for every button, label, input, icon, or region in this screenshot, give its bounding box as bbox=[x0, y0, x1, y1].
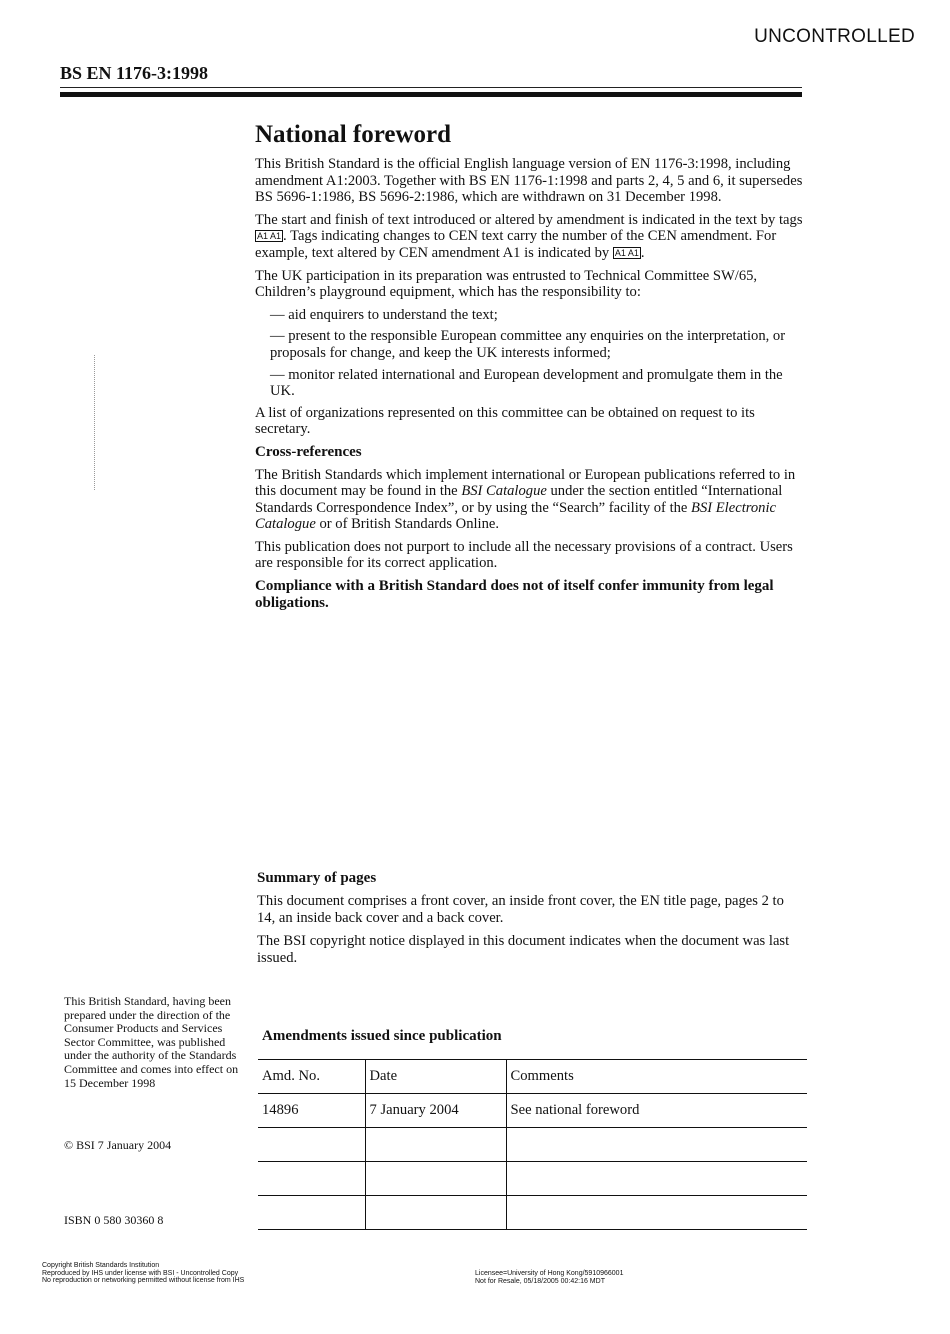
table-row bbox=[258, 1128, 807, 1162]
cell-date bbox=[365, 1196, 506, 1230]
footer-line: Copyright British Standards Institution bbox=[42, 1262, 160, 1269]
list-item: — aid enquirers to understand the text; bbox=[270, 306, 498, 323]
foreword-paragraph-4: A list of organizations represented on this committee can be obtained on request to its secretary. bbox=[255, 404, 755, 438]
cell-date bbox=[365, 1162, 506, 1196]
amendments-table bbox=[258, 1059, 807, 1230]
footer-license-right bbox=[475, 1270, 623, 1285]
compliance-statement: Compliance with a British Standard does not of itself confer immunity from legal obligations. bbox=[255, 578, 774, 611]
cell-amd-no bbox=[258, 1162, 365, 1196]
footer-line: Licensee=University of Hong Kong/5910966001 bbox=[475, 1270, 624, 1277]
amendment-start-tag-icon: A1 bbox=[257, 231, 269, 242]
table-header-row bbox=[258, 1060, 807, 1094]
list-item: — present to the responsible European committee any enquiries on the interpretation, or proposals for change, and keep the UK interests informed; bbox=[270, 328, 786, 361]
uncontrolled-stamp: UNCONTROLLED bbox=[754, 26, 915, 47]
list-item: — monitor related international and European development and promulgate them in the UK. bbox=[270, 366, 783, 400]
header-rule-thick bbox=[60, 92, 802, 97]
cell-date bbox=[365, 1128, 506, 1162]
table-row bbox=[258, 1094, 807, 1128]
amendments-title: Amendments issued since publication bbox=[262, 1028, 502, 1044]
footer-line: Reproduced by IHS under license with BSI - Uncontrolled Copy bbox=[42, 1269, 239, 1277]
cell-date: 7 January 2004 bbox=[365, 1094, 506, 1128]
foreword-paragraph-3: The UK participation in its preparation was entrusted to Technical Committee SW/65, Children’s playground equipment, which has the responsibility to: bbox=[255, 267, 758, 301]
amendment-end-tag-icon: A1 bbox=[627, 247, 639, 258]
cell-amd-no bbox=[258, 1128, 365, 1162]
national-foreword bbox=[255, 120, 803, 617]
document-id: BS EN 1176-3:1998 bbox=[60, 63, 209, 83]
responsibility-list bbox=[255, 307, 803, 400]
footer-license-left bbox=[42, 1262, 244, 1285]
table-row bbox=[258, 1196, 807, 1230]
bsi-catalogue-title: BSI Catalogue bbox=[461, 483, 547, 500]
footer-line: No reproduction or networking permitted without license from IHS bbox=[42, 1277, 245, 1285]
isbn: ISBN 0 580 30360 8 bbox=[64, 1213, 164, 1227]
foreword-paragraph-5: This publication does not purport to include all the necessary provisions of a contract. Users are responsible for its correct application. bbox=[255, 538, 793, 572]
header-amd-no: Amd. No. bbox=[258, 1060, 365, 1094]
foreword-paragraph-1: This British Standard is the official English language version of EN 1176-3:1998, including amendment A1:2003. Together with BS EN 1176-1:1998 and parts 2, 4, 5 and 6, it supersedes BS 5696-1:1986, BS 5696-2:1986, which are withdrawn on 31 December 1998. bbox=[255, 156, 803, 206]
cell-comments bbox=[506, 1162, 807, 1196]
cell-comments: See national foreword bbox=[506, 1094, 807, 1128]
cell-amd-no: 14896 bbox=[258, 1094, 365, 1128]
cell-amd-no bbox=[258, 1196, 365, 1230]
header-comments: Comments bbox=[506, 1060, 807, 1094]
footer-line: Not for Resale, 05/18/2005 00:42:16 MDT bbox=[475, 1277, 605, 1285]
amendment-start-tag-icon: A1 bbox=[614, 247, 626, 258]
header-rule-thin bbox=[60, 87, 802, 88]
tags-text-c: . bbox=[640, 244, 645, 261]
crossref-heading: Cross-references bbox=[255, 443, 362, 460]
table-row bbox=[258, 1162, 807, 1196]
header-date: Date bbox=[365, 1060, 506, 1094]
summary-heading: Summary of pages bbox=[257, 870, 377, 886]
summary-of-pages bbox=[257, 870, 805, 973]
crossref-text-a: The British Standards which implement international or European publications referred to in this document may be found in the bbox=[255, 466, 796, 500]
summary-paragraph-2: The BSI copyright notice displayed in this document indicates when the document was last issued. bbox=[257, 933, 790, 966]
page-title: National foreword bbox=[255, 121, 452, 148]
crossref-text-b: under the section entitled “International Standards Correspondence Index”, or by using the “Search” facility of the bbox=[255, 483, 783, 516]
tags-text-a: The start and finish of text introduced or altered by amendment is indicated in the text by tags bbox=[255, 211, 803, 228]
cell-comments bbox=[506, 1196, 807, 1230]
publication-note: This British Standard, having been prepared under the direction of the Consumer Products and Services Sector Committee, was published under the authority of the Standards Committee and comes into effect on 15 December 1998 bbox=[64, 994, 239, 1090]
scan-artifact-dots bbox=[94, 355, 99, 490]
bsi-electronic-catalogue-title: BSI Electronic Catalogue bbox=[255, 499, 777, 533]
crossref-text-c: or of British Standards Online. bbox=[315, 516, 500, 533]
foreword-paragraph-2 bbox=[255, 212, 803, 262]
tags-text-b: . Tags indicating changes to CEN text carry the number of the CEN amendment. For example, text altered by CEN amendment A1 is indicated by bbox=[255, 228, 777, 261]
summary-paragraph-1: This document comprises a front cover, an inside front cover, the EN title page, pages 2 to 14, an inside back cover and a back cover. bbox=[257, 893, 784, 926]
amendment-end-tag-icon: A1 bbox=[270, 231, 282, 242]
cell-comments bbox=[506, 1128, 807, 1162]
copyright-notice: © BSI 7 January 2004 bbox=[64, 1138, 172, 1152]
crossref-paragraph bbox=[255, 467, 803, 533]
